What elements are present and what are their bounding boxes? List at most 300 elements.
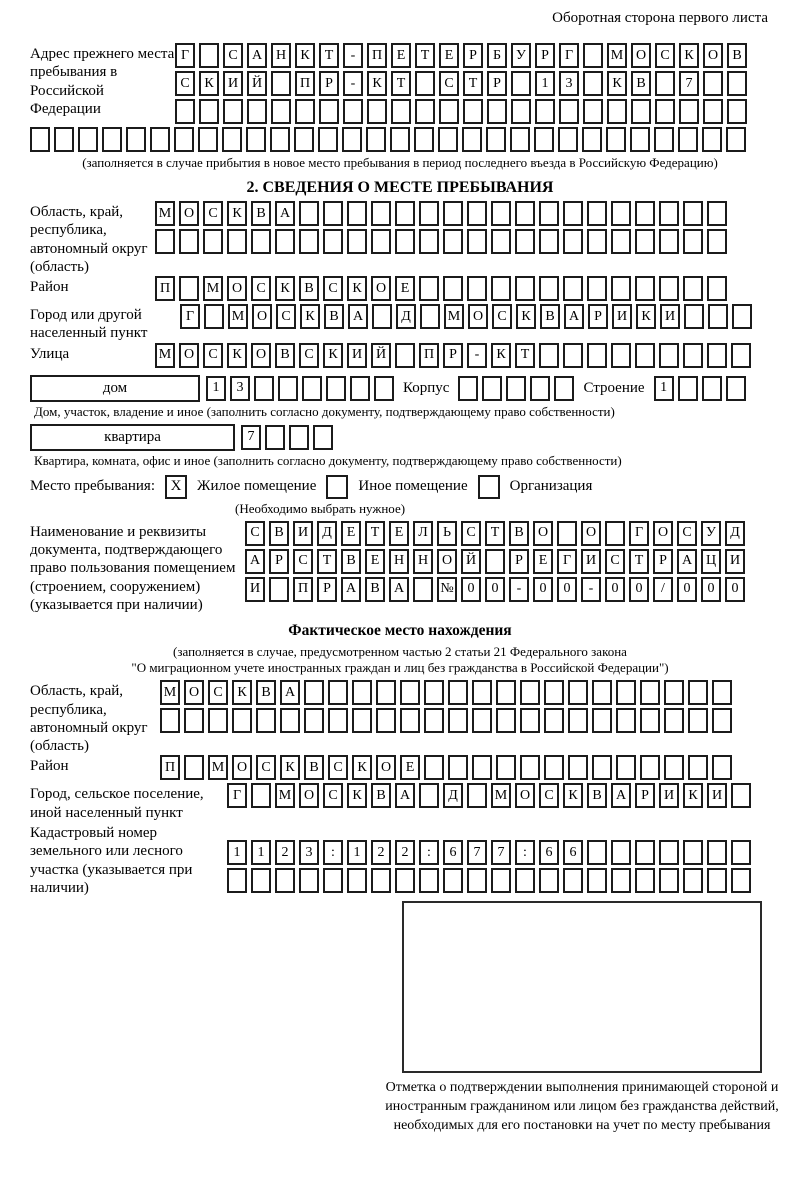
char-cell: С: [203, 201, 223, 226]
char-cell: М: [491, 783, 511, 808]
char-cell: [611, 276, 631, 301]
char-cell: Ь: [437, 521, 457, 546]
char-cell: М: [155, 201, 175, 226]
char-cell: А: [389, 577, 409, 602]
char-cell: 2: [371, 840, 391, 865]
char-cell: 6: [563, 840, 583, 865]
al-city-block: [30, 783, 770, 822]
char-cell: 1: [227, 840, 247, 865]
char-cell: 1: [251, 840, 271, 865]
char-cell: [688, 755, 708, 780]
char-cell: [587, 229, 607, 254]
title-document-label: Наименование и реквизиты документа, подтверждающего право пользования помещением (строением, сооружением) (указывается при наличии): [30, 523, 236, 613]
char-cell: К: [300, 304, 320, 329]
char-cell: [587, 343, 607, 368]
char-cell: [707, 840, 727, 865]
char-cell: [635, 840, 655, 865]
char-cell: О: [653, 521, 673, 546]
char-cell: [515, 201, 535, 226]
char-cell: [458, 376, 478, 401]
char-cell: [635, 868, 655, 893]
char-cell: [155, 229, 175, 254]
char-cell: О: [227, 276, 247, 301]
char-cell: [395, 868, 415, 893]
char-cell: [390, 127, 410, 152]
char-cell: 7: [491, 840, 511, 865]
char-cell: [702, 127, 722, 152]
char-cell: [350, 376, 370, 401]
char-cell: Г: [227, 783, 247, 808]
char-cell: [318, 127, 338, 152]
char-cell: [563, 343, 583, 368]
char-cell: [372, 304, 392, 329]
char-cell: К: [563, 783, 583, 808]
char-cell: С: [605, 549, 625, 574]
char-cell: [491, 276, 511, 301]
char-cell: Д: [725, 521, 745, 546]
char-cell: [78, 127, 98, 152]
char-cell: Й: [371, 343, 391, 368]
char-cell: [467, 229, 487, 254]
char-cell: :: [419, 840, 439, 865]
char-cell: О: [703, 43, 723, 68]
char-cell: [254, 376, 274, 401]
char-cell: [424, 708, 444, 733]
char-cell: [443, 229, 463, 254]
char-cell: [328, 680, 348, 705]
char-cell: 3: [299, 840, 319, 865]
char-cell: А: [395, 783, 415, 808]
checkbox-residential[interactable]: X: [165, 475, 187, 499]
char-cell: [443, 868, 463, 893]
char-cell: У: [701, 521, 721, 546]
char-cell: [160, 708, 180, 733]
char-cell: К: [516, 304, 536, 329]
char-cell: [419, 229, 439, 254]
char-cell: [227, 229, 247, 254]
char-cell: [511, 99, 531, 124]
char-cell: [472, 680, 492, 705]
char-cell: К: [491, 343, 511, 368]
char-cell: [400, 680, 420, 705]
char-cell: [568, 708, 588, 733]
char-cell: [611, 229, 631, 254]
char-cell: [326, 376, 346, 401]
prev-address-row-4[interactable]: [30, 127, 770, 152]
char-cell: [520, 708, 540, 733]
char-cell: О: [179, 343, 199, 368]
char-cell: [485, 549, 505, 574]
char-cell: Н: [271, 43, 291, 68]
char-cell: 3: [559, 71, 579, 96]
char-cell: [606, 127, 626, 152]
char-cell: Е: [400, 755, 420, 780]
char-cell: [659, 201, 679, 226]
checkbox-organization[interactable]: [478, 475, 500, 499]
stay-type-row: [30, 475, 770, 499]
char-cell: С: [439, 71, 459, 96]
char-cell: М: [160, 680, 180, 705]
district-label: Район: [30, 279, 69, 296]
prev-address-row-2[interactable]: [175, 71, 747, 96]
stroenie-cells[interactable]: [654, 376, 746, 401]
char-cell: [592, 755, 612, 780]
char-cell: Р: [588, 304, 608, 329]
char-cell: Т: [319, 43, 339, 68]
char-cell: [419, 201, 439, 226]
char-cell: [539, 229, 559, 254]
char-cell: [247, 99, 267, 124]
char-cell: [707, 343, 727, 368]
char-cell: [530, 376, 550, 401]
char-cell: В: [371, 783, 391, 808]
char-cell: В: [299, 276, 319, 301]
char-cell: [583, 71, 603, 96]
char-cell: [374, 376, 394, 401]
char-cell: [30, 127, 50, 152]
char-cell: С: [245, 521, 265, 546]
char-cell: [275, 229, 295, 254]
char-cell: П: [367, 43, 387, 68]
char-cell: [251, 229, 271, 254]
char-cell: А: [564, 304, 584, 329]
char-cell: [347, 868, 367, 893]
char-cell: К: [352, 755, 372, 780]
house-number-cells[interactable]: [206, 376, 394, 401]
char-cell: [443, 201, 463, 226]
actual-location-title: Фактическое место нахождения: [288, 622, 512, 640]
char-cell: С: [223, 43, 243, 68]
char-cell: -: [509, 577, 529, 602]
char-cell: [683, 343, 703, 368]
char-cell: [708, 304, 728, 329]
char-cell: [727, 99, 747, 124]
char-cell: А: [247, 43, 267, 68]
char-cell: [413, 577, 433, 602]
al-cadastral-block: [30, 822, 770, 897]
char-cell: О: [232, 755, 252, 780]
char-cell: М: [155, 343, 175, 368]
char-cell: [659, 229, 679, 254]
char-cell: [179, 276, 199, 301]
char-cell: О: [631, 43, 651, 68]
region-row-2[interactable]: [155, 229, 727, 254]
char-cell: О: [515, 783, 535, 808]
char-cell: К: [636, 304, 656, 329]
char-cell: [655, 71, 675, 96]
char-cell: [539, 868, 559, 893]
char-cell: Н: [413, 549, 433, 574]
apartment-cells[interactable]: [241, 425, 333, 450]
char-cell: [415, 99, 435, 124]
title-document-row-3[interactable]: [245, 577, 745, 602]
char-cell: [371, 229, 391, 254]
char-cell: [683, 868, 703, 893]
char-cell: [487, 99, 507, 124]
char-cell: 1: [206, 376, 226, 401]
confirmation-area: [380, 901, 784, 1136]
char-cell: [510, 127, 530, 152]
char-cell: [222, 127, 242, 152]
char-cell: [376, 680, 396, 705]
title-document-row-1[interactable]: [245, 521, 745, 546]
char-cell: [438, 127, 458, 152]
char-cell: [592, 680, 612, 705]
title-document-block: [30, 521, 770, 614]
char-cell: [635, 229, 655, 254]
char-cell: Г: [180, 304, 200, 329]
char-cell: В: [304, 755, 324, 780]
char-cell: К: [323, 343, 343, 368]
char-cell: [323, 229, 343, 254]
char-cell: [616, 755, 636, 780]
char-cell: [635, 201, 655, 226]
char-cell: [659, 276, 679, 301]
char-cell: С: [328, 755, 348, 780]
char-cell: 1: [347, 840, 367, 865]
char-cell: Н: [389, 549, 409, 574]
char-cell: [102, 127, 122, 152]
char-cell: [302, 376, 322, 401]
char-cell: В: [324, 304, 344, 329]
char-cell: [184, 755, 204, 780]
char-cell: [611, 840, 631, 865]
char-cell: М: [275, 783, 295, 808]
char-cell: С: [208, 680, 228, 705]
char-cell: [184, 708, 204, 733]
char-cell: Т: [317, 549, 337, 574]
char-cell: О: [252, 304, 272, 329]
char-cell: -: [467, 343, 487, 368]
char-cell: К: [347, 783, 367, 808]
apartment-field-box: квартира: [30, 424, 235, 451]
char-cell: И: [581, 549, 601, 574]
char-cell: [726, 376, 746, 401]
district-row[interactable]: [155, 276, 727, 301]
section2-title: 2. СВЕДЕНИЯ О МЕСТЕ ПРЕБЫВАНИЯ: [246, 179, 554, 196]
al-region-row-2[interactable]: [160, 708, 732, 733]
char-cell: [419, 783, 439, 808]
char-cell: Р: [635, 783, 655, 808]
al-region-label: Область, край, республика, автономный округ (область): [30, 683, 148, 755]
char-cell: С: [293, 549, 313, 574]
al-city-row[interactable]: [227, 783, 751, 808]
char-cell: К: [683, 783, 703, 808]
prev-address-label: Адрес прежнего места пребывания в Российской Федерации: [30, 46, 175, 117]
char-cell: 0: [629, 577, 649, 602]
char-cell: Е: [533, 549, 553, 574]
char-cell: [472, 755, 492, 780]
prev-address-row-3[interactable]: [175, 99, 747, 124]
char-cell: [583, 43, 603, 68]
char-cell: [731, 840, 751, 865]
char-cell: [727, 71, 747, 96]
char-cell: [251, 868, 271, 893]
al-district-block: [30, 755, 770, 783]
char-cell: [439, 99, 459, 124]
char-cell: [199, 43, 219, 68]
char-cell: [659, 868, 679, 893]
char-cell: [702, 376, 722, 401]
char-cell: Е: [389, 521, 409, 546]
char-cell: [731, 783, 751, 808]
char-cell: -: [343, 71, 363, 96]
char-cell: [295, 99, 315, 124]
char-cell: 0: [605, 577, 625, 602]
char-cell: [683, 201, 703, 226]
region-block: [30, 201, 770, 276]
char-cell: [270, 127, 290, 152]
char-cell: Р: [509, 549, 529, 574]
stay-type-option-other: [326, 475, 467, 499]
char-cell: [150, 127, 170, 152]
char-cell: С: [323, 783, 343, 808]
char-cell: 2: [275, 840, 295, 865]
char-cell: В: [275, 343, 295, 368]
house-note: Дом, участок, владение и иное (заполнить согласно документу, подтверждающему право собственности): [34, 403, 615, 419]
char-cell: [467, 868, 487, 893]
char-cell: О: [468, 304, 488, 329]
prev-address-row-1[interactable]: [175, 43, 747, 68]
char-cell: [415, 71, 435, 96]
char-cell: [635, 276, 655, 301]
char-cell: К: [280, 755, 300, 780]
char-cell: С: [175, 71, 195, 96]
al-region-row-1[interactable]: [160, 680, 732, 705]
char-cell: О: [251, 343, 271, 368]
confirmation-note: Отметка о подтверждении выполнения принимающей стороной и иностранным гражданином или лицом без гражданства действий, необходимых для его постановки на учет по месту пребывания: [385, 1080, 779, 1134]
char-cell: [731, 343, 751, 368]
char-cell: Ц: [701, 549, 721, 574]
char-cell: Л: [413, 521, 433, 546]
char-cell: И: [223, 71, 243, 96]
char-cell: [592, 708, 612, 733]
al-cadastral-row-1[interactable]: [227, 840, 751, 865]
street-row[interactable]: [155, 343, 751, 368]
char-cell: 0: [725, 577, 745, 602]
char-cell: [199, 99, 219, 124]
char-cell: М: [203, 276, 223, 301]
char-cell: [204, 304, 224, 329]
char-cell: Д: [396, 304, 416, 329]
char-cell: 1: [654, 376, 674, 401]
char-cell: О: [376, 755, 396, 780]
char-cell: Р: [535, 43, 555, 68]
al-cadastral-row-2[interactable]: [227, 868, 751, 893]
title-document-row-2[interactable]: [245, 549, 745, 574]
char-cell: [391, 99, 411, 124]
char-cell: Й: [461, 549, 481, 574]
char-cell: [539, 343, 559, 368]
al-region-block: [30, 680, 770, 755]
char-cell: [419, 868, 439, 893]
char-cell: [611, 201, 631, 226]
char-cell: -: [581, 577, 601, 602]
al-district-row[interactable]: [160, 755, 732, 780]
char-cell: [654, 127, 674, 152]
char-cell: [731, 868, 751, 893]
char-cell: [299, 229, 319, 254]
stay-type-option-organization: [478, 475, 593, 499]
char-cell: С: [655, 43, 675, 68]
char-cell: [655, 99, 675, 124]
char-cell: Р: [653, 549, 673, 574]
char-cell: Г: [559, 43, 579, 68]
char-cell: [557, 521, 577, 546]
char-cell: [227, 868, 247, 893]
char-cell: В: [365, 577, 385, 602]
char-cell: Д: [317, 521, 337, 546]
city-row[interactable]: [180, 304, 752, 329]
char-cell: [371, 201, 391, 226]
char-cell: [251, 783, 271, 808]
char-cell: [635, 343, 655, 368]
char-cell: [323, 201, 343, 226]
char-cell: :: [515, 840, 535, 865]
char-cell: С: [461, 521, 481, 546]
char-cell: [559, 99, 579, 124]
char-cell: В: [509, 521, 529, 546]
char-cell: [511, 71, 531, 96]
char-cell: №: [437, 577, 457, 602]
char-cell: [568, 755, 588, 780]
char-cell: [587, 868, 607, 893]
char-cell: [563, 276, 583, 301]
char-cell: Г: [629, 521, 649, 546]
char-cell: К: [679, 43, 699, 68]
char-cell: О: [533, 521, 553, 546]
char-cell: [583, 99, 603, 124]
char-cell: В: [587, 783, 607, 808]
char-cell: [707, 276, 727, 301]
char-cell: [506, 376, 526, 401]
char-cell: [640, 708, 660, 733]
region-row-1[interactable]: [155, 201, 727, 226]
char-cell: [289, 425, 309, 450]
char-cell: [299, 868, 319, 893]
char-cell: [366, 127, 386, 152]
char-cell: Б: [487, 43, 507, 68]
char-cell: С: [276, 304, 296, 329]
apartment-row: [30, 424, 770, 451]
char-cell: С: [256, 755, 276, 780]
char-cell: [688, 680, 708, 705]
char-cell: [319, 99, 339, 124]
char-cell: [659, 343, 679, 368]
char-cell: [491, 201, 511, 226]
checkbox-other-premises[interactable]: [326, 475, 348, 499]
char-cell: [203, 229, 223, 254]
char-cell: [265, 425, 285, 450]
char-cell: М: [208, 755, 228, 780]
char-cell: 0: [701, 577, 721, 602]
char-cell: И: [293, 521, 313, 546]
stay-type-label: Место пребывания:: [30, 478, 155, 495]
stay-type-option-residential: [165, 475, 316, 499]
korpus-label: Корпус: [403, 379, 450, 396]
actual-location-note-2: "О миграционном учете иностранных граждан и лиц без гражданства в Российской Федерации"): [131, 660, 669, 676]
char-cell: О: [437, 549, 457, 574]
char-cell: [582, 127, 602, 152]
apartment-note: Квартира, комната, офис и иное (заполнить согласно документу, подтверждающему право собственности): [34, 452, 622, 468]
char-cell: [462, 127, 482, 152]
char-cell: [611, 868, 631, 893]
char-cell: [587, 840, 607, 865]
char-cell: [54, 127, 74, 152]
korpus-cells[interactable]: [458, 376, 574, 401]
char-cell: [616, 708, 636, 733]
stay-type-option-organization-label: Организация: [509, 478, 593, 495]
